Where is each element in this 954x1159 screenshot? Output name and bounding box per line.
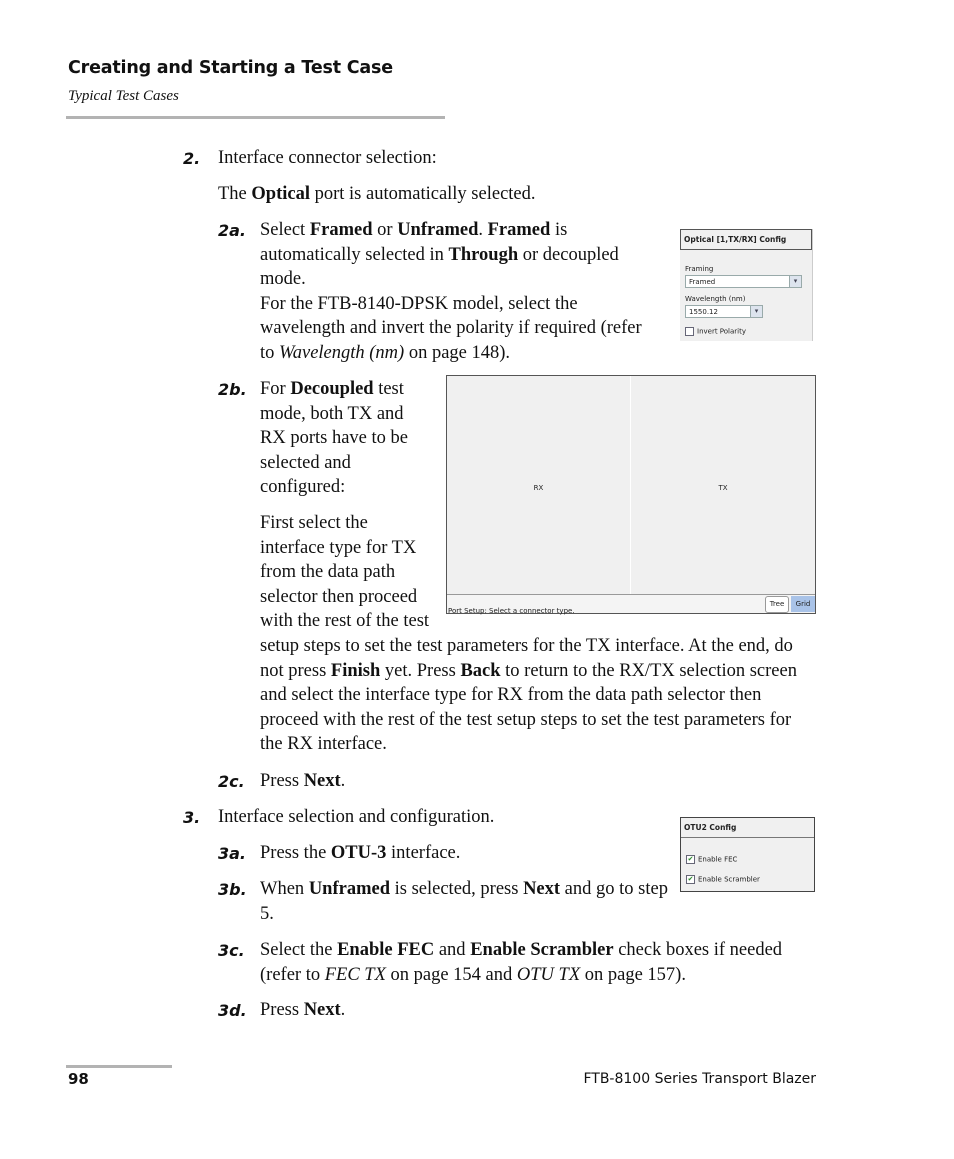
footer-rule <box>66 1065 172 1068</box>
step-number: 3c. <box>218 941 245 960</box>
step-3a-text <box>260 841 660 866</box>
tree-view-button[interactable]: Tree <box>765 596 789 613</box>
chapter-title: Creating and Starting a Test Case <box>68 58 393 78</box>
page-number: 98 <box>68 1070 89 1088</box>
step-3c-text <box>260 938 820 987</box>
bold-term: Next <box>303 771 341 791</box>
port-setup-screen <box>446 375 816 614</box>
wavelength-value: 1550.12 <box>689 308 718 316</box>
text-run: Select the <box>260 940 338 960</box>
step-number: 3d. <box>218 1001 247 1020</box>
rx-label: RX <box>533 484 544 492</box>
panel-title: OTU2 Config <box>681 818 814 838</box>
otu2-config-panel <box>680 817 815 892</box>
step-3-text <box>218 805 658 830</box>
cross-reference: OTU TX <box>516 964 581 985</box>
tx-label: TX <box>718 484 728 492</box>
text-run: test mode, both TX and RX ports have to be selected and configured: <box>260 379 408 498</box>
step-2b-block <box>260 377 816 757</box>
section-subtitle: Typical Test Cases <box>68 88 179 104</box>
wavelength-label: Wavelength (nm) <box>685 295 746 303</box>
checkbox-icon <box>685 327 694 336</box>
text-run: The <box>218 184 252 204</box>
panel-title: Optical [1,TX/RX] Config <box>680 229 812 250</box>
bold-term: Back <box>460 660 501 681</box>
text-run: . <box>340 1000 346 1020</box>
bold-term: Framed <box>309 220 373 240</box>
text-run: on page 154 and <box>385 964 517 985</box>
optical-config-panel <box>680 229 813 341</box>
enable-fec-label: Enable FEC <box>698 855 738 864</box>
text-run: Interface connector selection: <box>218 148 437 168</box>
step-number: 2. <box>183 149 201 168</box>
framing-select[interactable] <box>685 275 802 288</box>
text-run: to return to the RX/TX selection screen and select the interface type for RX from the data path selector then proceed with the rest of the test setup steps to set the test parameters for the RX interface. <box>260 660 797 755</box>
checkmark-icon: ✔ <box>687 855 694 863</box>
text-run: Select <box>260 220 310 240</box>
text-run: Press <box>260 1000 304 1020</box>
step-3d-text <box>260 998 660 1023</box>
text-run: Press <box>260 771 304 791</box>
bold-term: OTU-3 <box>330 843 387 863</box>
text-run: or <box>372 220 398 240</box>
invert-polarity-checkbox[interactable] <box>685 327 746 336</box>
text-run: is selected, press <box>390 879 524 899</box>
bold-term: Finish <box>330 660 381 681</box>
framing-value: Framed <box>689 278 716 286</box>
step-3b-text <box>260 877 670 926</box>
step-2-text <box>218 146 818 171</box>
text-run: First select the interface type for TX from the data path selector then proceed with the rest of the test setup steps to set the test parameters for the TX interface. At the end, do not press <box>260 512 793 681</box>
product-name: FTB-8100 Series Transport Blazer <box>583 1071 816 1087</box>
text-run: For <box>260 379 291 399</box>
bold-term: Optical <box>251 184 310 204</box>
wavelength-select[interactable] <box>685 305 763 318</box>
text-run: For the FTB-8140-DPSK model, select the wavelength and invert the polarity if required (refer to <box>260 293 642 363</box>
text-run: When <box>260 879 309 899</box>
text-run: and go to step 5. <box>260 879 668 924</box>
text-run: on page 148). <box>404 342 511 363</box>
status-text: Port Setup: Select a connector type. <box>448 607 575 615</box>
header-rule <box>66 116 445 119</box>
text-run: port is automatically selected. <box>309 184 536 204</box>
text-run: . <box>340 771 346 791</box>
bold-term: Framed <box>487 220 551 240</box>
step-number: 3a. <box>218 844 247 863</box>
enable-fec-checkbox[interactable] <box>686 855 737 864</box>
invert-polarity-label: Invert Polarity <box>697 327 746 336</box>
bold-term: Unframed <box>397 220 479 240</box>
text-run: check boxes if needed (refer to <box>260 940 783 985</box>
text-run: interface. <box>386 843 461 863</box>
step-number: 2a. <box>218 221 247 240</box>
step-number: 3. <box>183 808 201 827</box>
step-number: 2c. <box>218 772 245 791</box>
step-2-paragraph <box>218 182 818 207</box>
text-run: Interface selection and configuration. <box>218 807 495 827</box>
text-run: or decoupled mode. <box>260 244 619 290</box>
enable-scrambler-checkbox[interactable] <box>686 875 760 884</box>
bold-term: Decoupled <box>290 379 374 399</box>
text-run: on page 157). <box>580 964 686 985</box>
checkmark-icon: ✔ <box>687 875 694 883</box>
cross-reference: FEC TX <box>324 964 386 985</box>
bold-term: Enable FEC <box>337 940 435 960</box>
framing-label: Framing <box>685 265 714 273</box>
cross-reference: Wavelength (nm) <box>279 342 405 363</box>
tx-pane[interactable] <box>631 376 815 595</box>
bold-term: Next <box>303 1000 341 1020</box>
bold-term: Unframed <box>308 879 390 899</box>
grid-view-button[interactable]: Grid <box>791 596 815 612</box>
text-run: is automatically selected in <box>260 220 568 265</box>
step-number: 2b. <box>218 380 247 399</box>
step-2a-text <box>260 218 648 366</box>
step-2b-text <box>260 377 430 500</box>
chevron-down-icon: ▾ <box>789 276 801 287</box>
text-run: . <box>478 220 488 240</box>
step-2c-text <box>260 769 760 794</box>
chevron-down-icon: ▾ <box>750 306 762 317</box>
status-bar <box>447 594 815 613</box>
step-number: 3b. <box>218 880 247 899</box>
bold-term: Next <box>523 879 561 899</box>
text-run: and <box>434 940 471 960</box>
enable-scrambler-label: Enable Scrambler <box>698 875 760 884</box>
rx-pane[interactable] <box>447 376 631 595</box>
text-run: yet. Press <box>380 660 461 681</box>
bold-term: Through <box>448 244 519 265</box>
bold-term: Enable Scrambler <box>470 940 614 960</box>
text-run: Press the <box>260 843 331 863</box>
